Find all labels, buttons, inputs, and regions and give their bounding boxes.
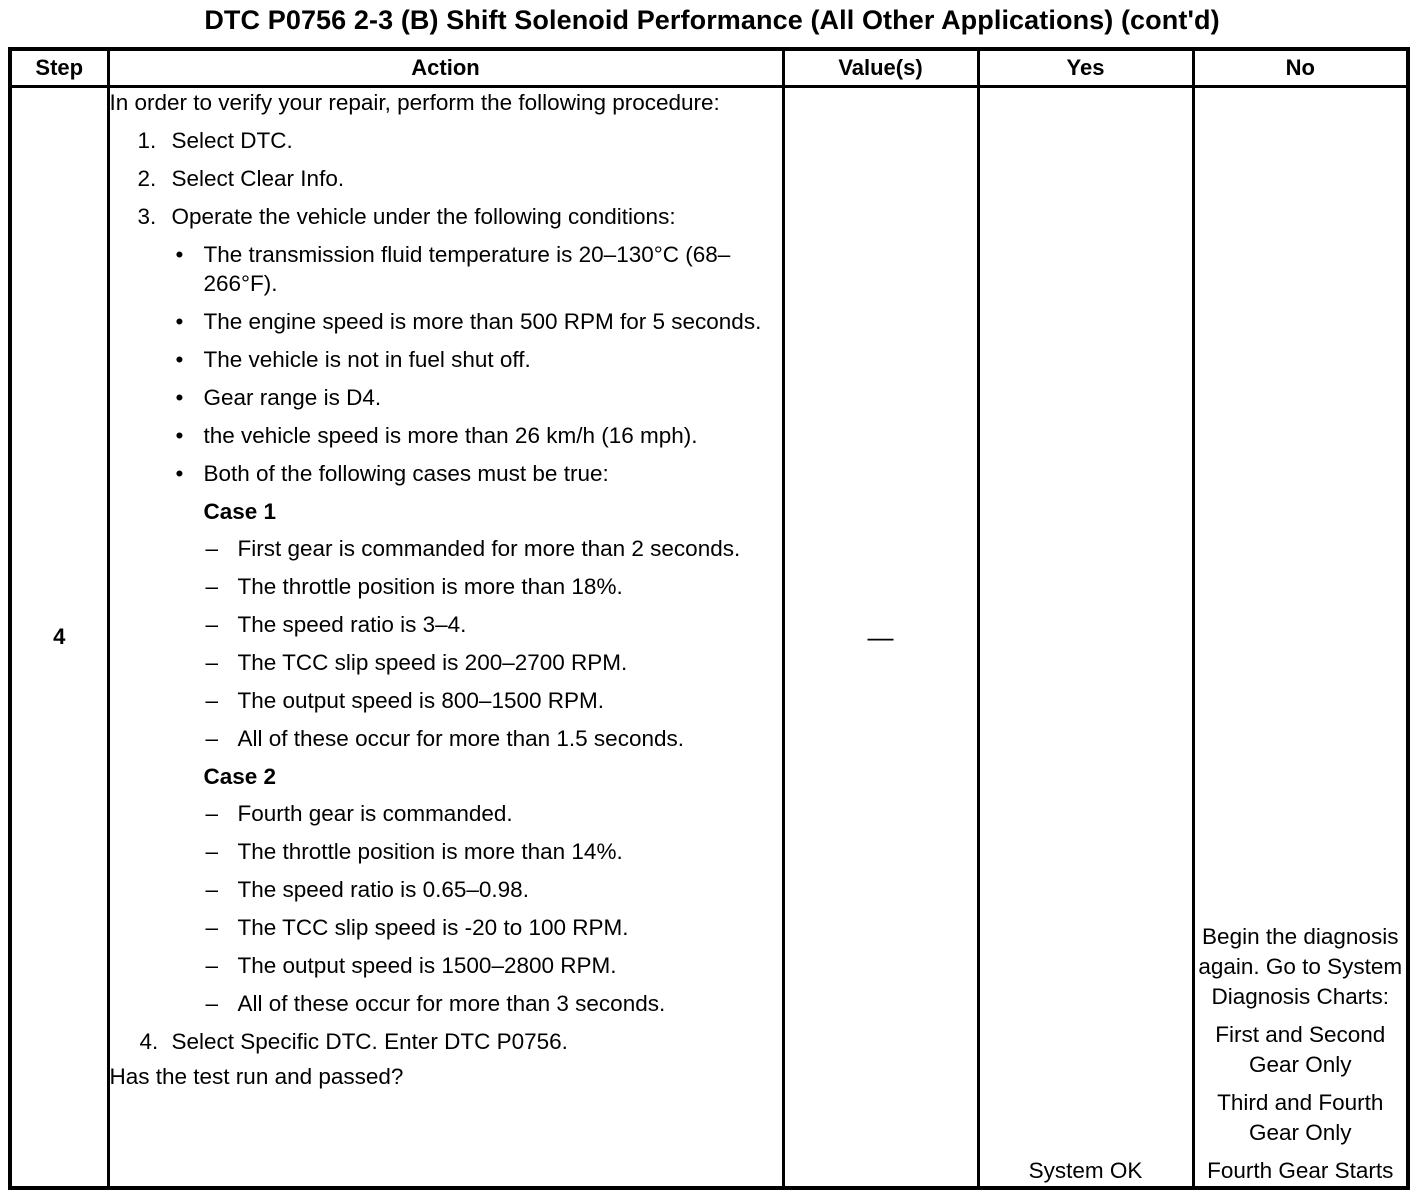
case-1-item bbox=[110, 724, 782, 753]
dash-icon: – bbox=[205, 612, 219, 637]
dash-icon: – bbox=[205, 688, 219, 713]
test-question: Has the test run and passed? bbox=[109, 1064, 404, 1089]
case-2-item bbox=[110, 951, 782, 980]
case-item-text: The TCC slip speed is -20 to 100 RPM. bbox=[237, 915, 629, 940]
no-cell bbox=[1193, 87, 1408, 1189]
dash-icon: – bbox=[205, 915, 219, 940]
case-1-item bbox=[110, 572, 782, 601]
bullet-icon: • bbox=[175, 423, 184, 448]
procedure-step-2 bbox=[110, 164, 782, 193]
condition-text: Both of the following cases must be true: bbox=[203, 461, 609, 486]
dash-icon: – bbox=[205, 953, 219, 978]
case-item-text: First gear is commanded for more than 2 seconds. bbox=[237, 536, 741, 561]
case-2-item bbox=[110, 875, 782, 904]
no-result-chart-link: Fourth Gear Starts bbox=[1207, 1158, 1394, 1183]
header-yes: Yes bbox=[978, 49, 1193, 87]
condition-item bbox=[110, 345, 782, 374]
case-2-item bbox=[110, 913, 782, 942]
case-item-text: The throttle position is more than 14%. bbox=[237, 839, 623, 864]
case-item-text: All of these occur for more than 3 seconds. bbox=[237, 991, 666, 1016]
header-values: Value(s) bbox=[783, 49, 978, 87]
case-1-label: Case 1 bbox=[203, 499, 277, 524]
dash-icon: – bbox=[205, 574, 219, 599]
diagnostic-table bbox=[8, 47, 1410, 1190]
condition-item bbox=[110, 383, 782, 412]
header-no: No bbox=[1193, 49, 1408, 87]
procedure-step-4 bbox=[110, 1027, 782, 1056]
dash-icon: – bbox=[205, 536, 219, 561]
procedure-step-1 bbox=[110, 126, 782, 155]
action-intro: In order to verify your repair, perform the following procedure: bbox=[109, 90, 720, 115]
case-1-item bbox=[110, 686, 782, 715]
case-item-text: All of these occur for more than 1.5 seconds. bbox=[237, 726, 684, 751]
no-result-chart-link: First and Second Gear Only bbox=[1215, 1022, 1386, 1077]
no-result-chart-link: Third and Fourth Gear Only bbox=[1217, 1090, 1384, 1145]
condition-item bbox=[110, 307, 782, 336]
case-item-text: Fourth gear is commanded. bbox=[237, 801, 513, 826]
case-item-text: The speed ratio is 0.65–0.98. bbox=[237, 877, 529, 902]
case-2-item bbox=[110, 799, 782, 828]
table-header-row bbox=[10, 49, 1408, 87]
condition-text: Gear range is D4. bbox=[203, 385, 382, 410]
step-number: 4 bbox=[10, 87, 108, 1189]
procedure-step-text: Select Specific DTC. Enter DTC P0756. bbox=[171, 1029, 568, 1054]
condition-item bbox=[110, 459, 782, 488]
case-item-text: The throttle position is more than 18%. bbox=[237, 574, 623, 599]
dash-icon: – bbox=[205, 726, 219, 751]
table-row bbox=[10, 87, 1408, 1189]
dash-icon: – bbox=[205, 877, 219, 902]
case-2-item bbox=[110, 837, 782, 866]
bullet-icon: • bbox=[175, 461, 184, 486]
bullet-icon: • bbox=[175, 385, 184, 410]
dash-icon: – bbox=[205, 839, 219, 864]
procedure-step-text: Operate the vehicle under the following conditions: bbox=[171, 204, 676, 229]
header-action: Action bbox=[108, 49, 783, 87]
condition-text: The transmission fluid temperature is 20–130°C (68–266°F). bbox=[203, 242, 731, 296]
condition-item bbox=[110, 240, 782, 298]
condition-text: The vehicle is not in fuel shut off. bbox=[203, 347, 531, 372]
procedure-step-number: 3. bbox=[137, 204, 157, 229]
yes-result: System OK bbox=[978, 87, 1193, 1189]
page-title: DTC P0756 2-3 (B) Shift Solenoid Performance (All Other Applications) (cont'd) bbox=[204, 5, 1220, 35]
procedure-step-text: Select Clear Info. bbox=[171, 166, 345, 191]
action-cell bbox=[108, 87, 783, 1189]
case-item-text: The TCC slip speed is 200–2700 RPM. bbox=[237, 650, 628, 675]
case-1-item bbox=[110, 534, 782, 563]
case-2-item bbox=[110, 989, 782, 1018]
bullet-icon: • bbox=[175, 242, 184, 267]
case-2-label: Case 2 bbox=[203, 764, 277, 789]
dash-icon: – bbox=[205, 801, 219, 826]
case-1-item bbox=[110, 648, 782, 677]
no-result-instruction: Begin the diagnosis again. Go to System Diagnosis Charts: bbox=[1198, 924, 1403, 1009]
procedure-step-number: 2. bbox=[137, 166, 157, 191]
procedure-step-text: Select DTC. bbox=[171, 128, 293, 153]
condition-item bbox=[110, 421, 782, 450]
dash-icon: – bbox=[205, 650, 219, 675]
condition-text: The engine speed is more than 500 RPM for 5 seconds. bbox=[203, 309, 762, 334]
bullet-icon: • bbox=[175, 347, 184, 372]
procedure-step-number: 4. bbox=[139, 1029, 159, 1054]
condition-text: the vehicle speed is more than 26 km/h (16 mph). bbox=[203, 423, 698, 448]
header-step: Step bbox=[10, 49, 108, 87]
case-item-text: The speed ratio is 3–4. bbox=[237, 612, 467, 637]
bullet-icon: • bbox=[175, 309, 184, 334]
value-cell: — bbox=[783, 87, 978, 1189]
procedure-step-3 bbox=[110, 202, 782, 231]
procedure-step-number: 1. bbox=[137, 128, 157, 153]
dash-icon: – bbox=[205, 991, 219, 1016]
case-item-text: The output speed is 800–1500 RPM. bbox=[237, 688, 604, 713]
case-1-item bbox=[110, 610, 782, 639]
case-item-text: The output speed is 1500–2800 RPM. bbox=[237, 953, 617, 978]
